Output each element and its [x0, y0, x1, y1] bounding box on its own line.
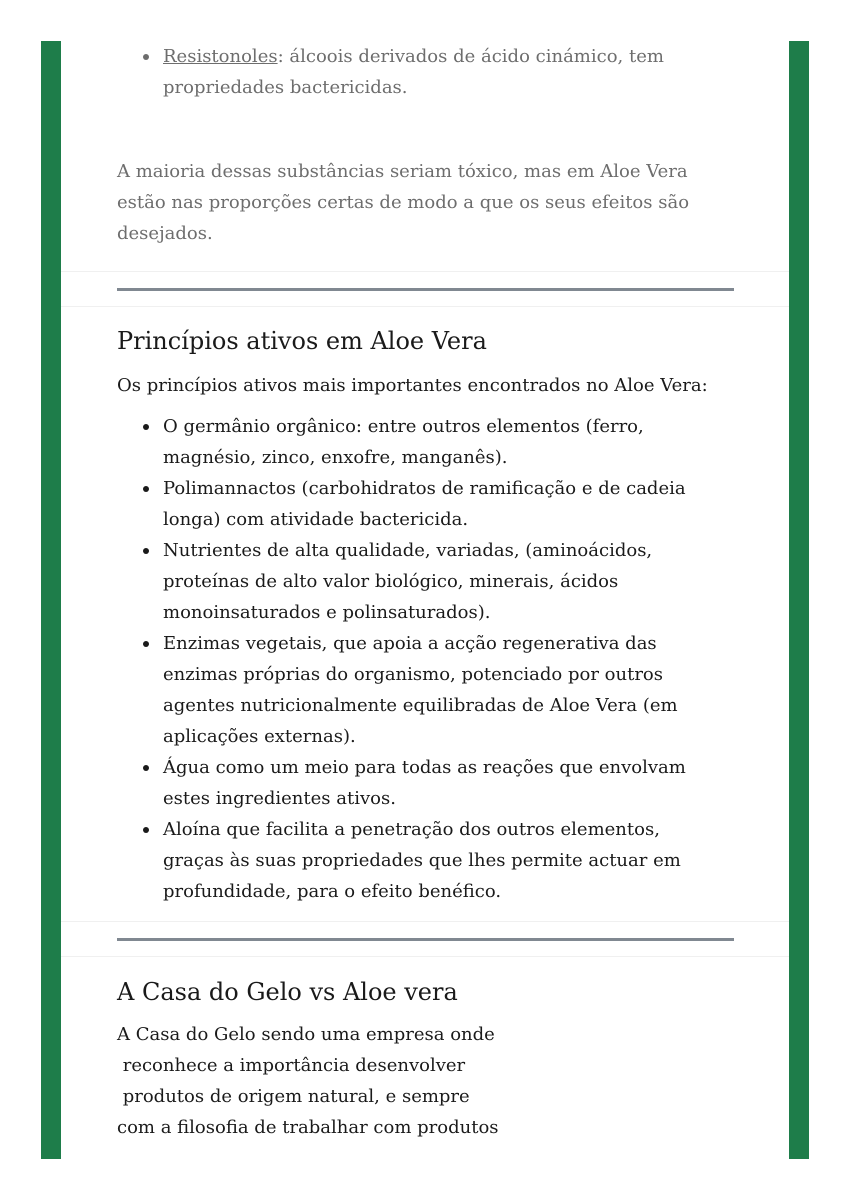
section-divider-faint — [61, 271, 789, 272]
casa-paragraph — [117, 1019, 499, 1143]
list-item — [117, 41, 737, 103]
paragraph-line: reconhece a importância desenvolver — [117, 1055, 466, 1076]
right-accent-bar — [789, 41, 809, 1159]
principles-intro: Os princípios ativos mais importantes encontrados no Aloe Vera: — [117, 375, 708, 396]
list-item: O germânio orgânico: entre outros elementos (ferro, magnésio, zinco, enxofre, manganês). — [117, 411, 697, 473]
left-accent-bar — [41, 41, 61, 1159]
list-item: Nutrientes de alta qualidade, variadas, (aminoácidos, proteínas de alto valor biológico, minerais, ácidos monoinsaturados e polinsaturados). — [117, 535, 697, 628]
paragraph-line: com a filosofia de trabalhar com produtos — [117, 1117, 499, 1138]
section-divider-faint — [61, 306, 789, 307]
list-item: Aloína que facilita a penetração dos outros elementos, graças às suas propriedades que lhes permite actuar em profundidade, para o efeito benéfico. — [117, 814, 697, 907]
section-divider-faint — [61, 921, 789, 922]
paragraph-line: A maioria dessas substâncias seriam tóxico, mas em Aloe Vera — [117, 161, 688, 182]
paragraph-line: estão nas proporções certas de modo a que os seus efeitos são — [117, 192, 690, 213]
paragraph-line: desejados. — [117, 223, 213, 244]
compound-list — [117, 41, 737, 103]
resistonoles-term: Resistonoles — [163, 46, 278, 67]
list-item: Água como um meio para todas as reações que envolvam estes ingredientes ativos. — [117, 752, 697, 814]
paragraph-line: A Casa do Gelo sendo uma empresa onde — [117, 1024, 495, 1045]
paragraph-line: produtos de origem natural, e sempre — [117, 1086, 470, 1107]
horizontal-rule — [117, 288, 734, 291]
list-item-text: : álcoois derivados de ácido cinámico, tem — [277, 46, 664, 67]
list-item: Polimannactos (carbohidratos de ramificação e de cadeia longa) com atividade bactericida. — [117, 473, 697, 535]
principles-heading: Princípios ativos em Aloe Vera — [117, 327, 487, 355]
principles-list — [117, 411, 697, 907]
section-divider-faint — [61, 956, 789, 957]
casa-heading: A Casa do Gelo vs Aloe vera — [117, 978, 458, 1006]
list-item: Enzimas vegetais, que apoia a acção regenerativa das enzimas próprias do organismo, potenciado por outros agentes nutricionalmente equilibradas de Aloe Vera (em aplicações externas). — [117, 628, 697, 752]
list-item-text: propriedades bactericidas. — [163, 77, 408, 98]
toxicity-paragraph — [117, 156, 737, 249]
horizontal-rule — [117, 938, 734, 941]
